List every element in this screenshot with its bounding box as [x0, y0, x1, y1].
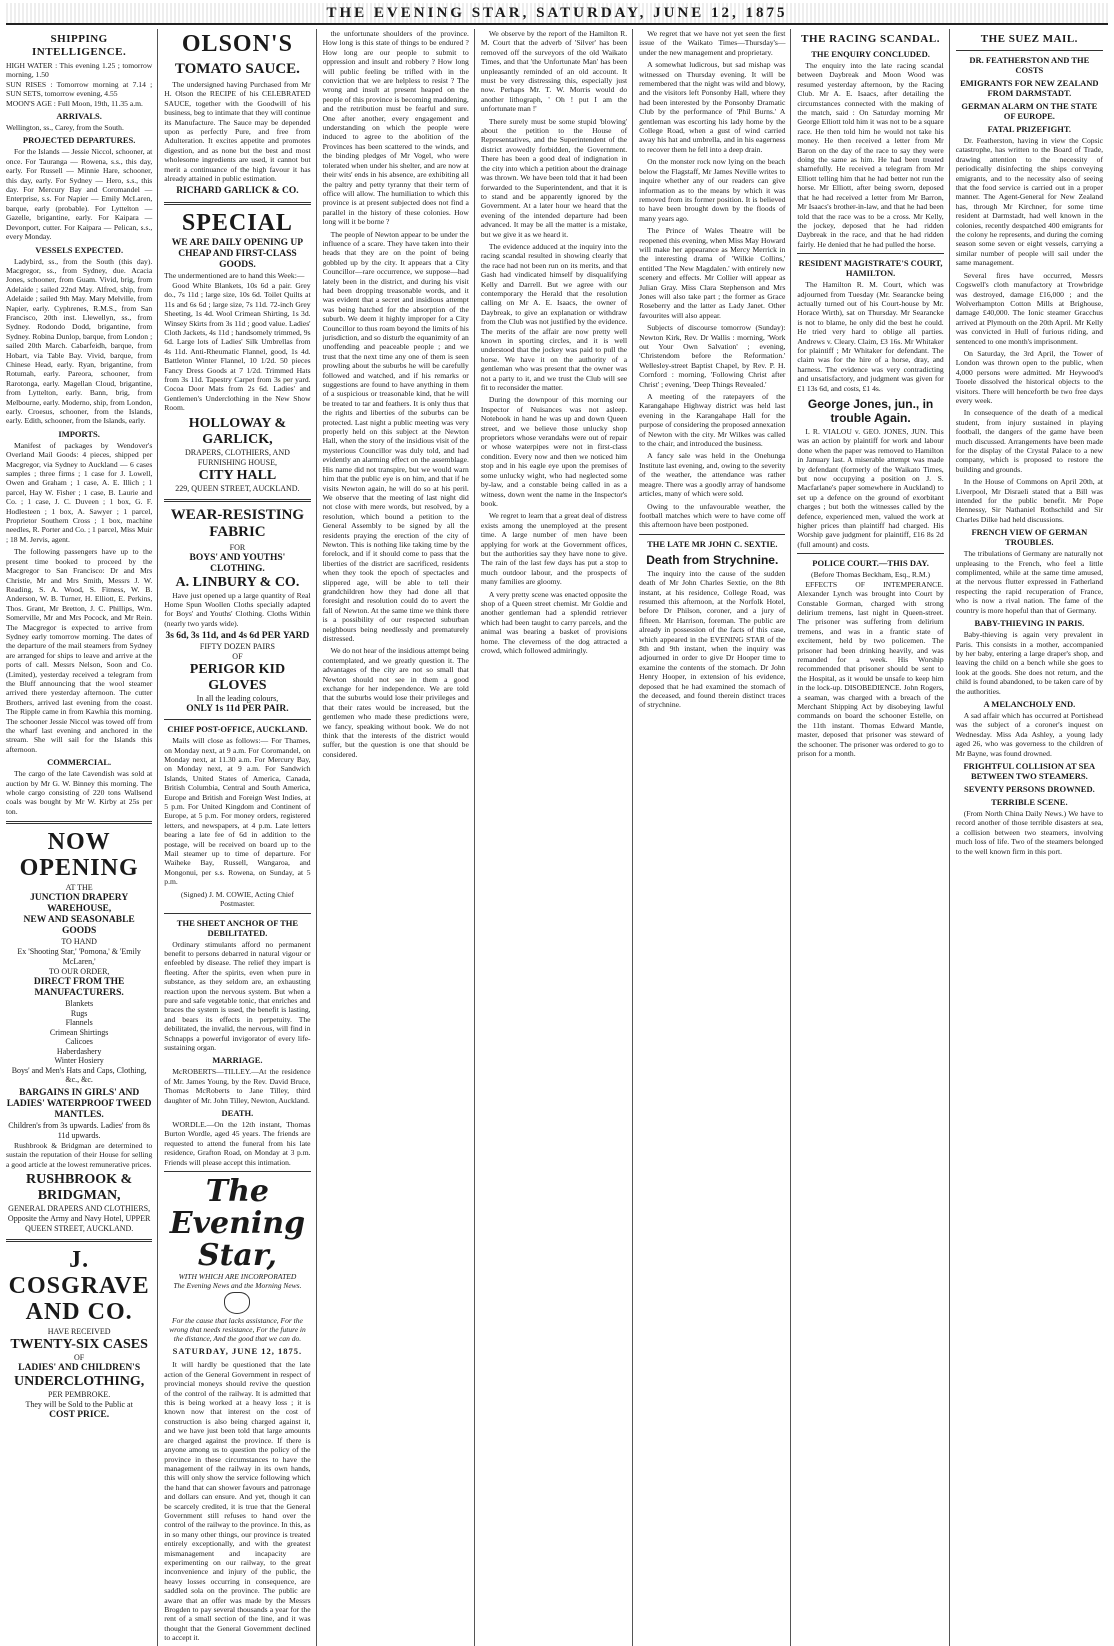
divider [164, 202, 310, 205]
ad-special-items: Good White Blankets, 10s 6d a pair. Grey do., 7s 11d ; large size, 10s 6d. Toilet Quilts at 11s and 6s 6d ; large size, 7s 11d. 72-inch Grey Sheeting, 1s 4d. Wool Crimean Shirting, 1s 3d. Winsey Skirts from 3s 11d ; good value. Ladies' Cloth Jackets, 4s 11d ; handsomely trimmed, 9s 6d. Large lots of Ladies' Silk Umbrellas from 4s 11d. Anti-Rheumatic Flannel, good, 1s 4d. Battleton Winter Flannel, 10 1/2d. 50 pieces Fancy Dress Goods at 7 1/2d. Trimmed Hats from 3s 11d. Tapestry Carpet from 3s per yard. Cocoa Door Mats from 2s 6d. Ladies' and Gentlemen's Underclothing in the New Show Room. [164, 280, 311, 413]
ad-item: Rugs [70, 1008, 88, 1018]
column-5 [639, 29, 791, 1646]
tide-line: SUN RISES : Tomorrow morning at 7.14 ; SUN SETS, tomorrow evening, 4.55 [6, 79, 153, 99]
ad-per: PER PEMBROKE. [48, 1389, 111, 1399]
ad-ladies: LADIES' AND CHILDREN'S [18, 1362, 141, 1373]
emigrants-title: EMIGRANTS FOR NEW ZEALAND FROM DARMSTADT. [960, 78, 1099, 98]
newspaper-masthead: The Evening Star, [169, 1174, 306, 1274]
police-text: EFFECTS OF INTEMPERANCE. Alexander Lynch was brought into Court by Constable Gorman, charged with strong delirium tremens, last night in Queen-street. The prisoner was suffering from delirium tremens, and was in a frantic state of excitement, held by two policemen. The prisoner had been drinking heavily, and was remanded for a week. His Worship recommended that prisoner should be sent to the Hospital, as it would be unsafe to keep him in the lock-up. DISOBEDIENCE. John Rogers, a seaman, was charged with a breach of the Merchant Shipping Act by disobeying lawful commands on board the schooner Estelle, on the 11th instant. Thomas Edward Mantle, master, deposed that prisoner was steward of the schooner. The prisoner was ordered to go to prison for a month. [797, 579, 944, 758]
ad-special-sub: WE ARE DAILY OPENING UP CHEAP AND FIRST-CLASS GOODS. [171, 238, 304, 271]
marriage-text: McROBERTS—TILLEY.—At the residence of Mr. James Young, by the Rev. David Bruce, Thomas McRoberts to Jane Tilley, third daughter of Mr. John Tilley, Newton, Auckland. [164, 1067, 311, 1105]
column-7 [956, 29, 1108, 1646]
german-title: GERMAN ALARM ON THE STATE OF EUROPE. [961, 101, 1098, 121]
ad-item: Flannels [65, 1018, 93, 1028]
ad-to-order: TO OUR ORDER, [48, 967, 110, 977]
ad-warehouse: JUNCTION DRAPERY WAREHOUSE, [30, 893, 129, 915]
ad-item: Blankets [65, 999, 94, 1009]
article-body: Dr. Featherston, having in view the Copsic catastrophe, has written to the Board of Trade, drawing attention to the necessity of periodically disinfecting the ships conveying emigrants, and to the necessity also of seeing that the food service is carried out in a proper manner. The Agent-General for New Zealand has, through Mr Kirchner, for some time resident at Darmstadt, had well known in the colonies, recently despatched 400 emigrants for the colony he represents, and during the coming season some seven or eight vessels, carrying a similar number of people will sail under the same management. [955, 136, 1103, 268]
fatal-title: FATAL PRIZEFIGHT. [987, 124, 1072, 134]
ad-wear-for: FOR [229, 542, 246, 552]
article-body: The Prince of Wales Theatre will be reopened this evening, when Miss May Howard will make her appearance as Mercy Merrick in the interesting drama of 'Wilkie Collins,' entitled 'The New Magdalen.' with entirely new scenery and effects. Mr Collier will appear as Julian Gray. Miss Clara Stephenson and Mrs Jones will also take part ; the former as Grace Roseberry and the latter as Lady Janet. Other favourites will also appear. [639, 226, 786, 320]
marriage-title: MARRIAGE. [212, 1055, 263, 1066]
divider [6, 821, 152, 824]
divider [164, 913, 310, 914]
ad-now-opening: NOW OPENING [19, 829, 139, 882]
arrivals-text: Wellington, ss., Carey, from the South. [6, 123, 124, 133]
commercial-title: COMMERCIAL. [47, 757, 112, 768]
ad-of: OF [74, 1352, 85, 1362]
ad-olsons-text: The undersigned having Purchased from Mr H. Olson the RECIPE of his CELEBRATED SAUCE, together with the Goodwill of his business, beg to intimate that they will continue its Manufacture. The Sauce may be depended upon as perfectly Pure, and free from Adulteration. It excites appetite and promotes digestion, and as none but the best and most wholesome ingredients are used, it cannot but merit a continuance of the high favour it has already attained in public estimation. [164, 80, 311, 184]
column-1 [6, 29, 158, 1646]
vessels-title: VESSELS EXPECTED. [35, 244, 124, 255]
ad-to-hand: TO HAND [61, 937, 97, 947]
ad-rushbrook-sub: GENERAL DRAPERS AND CLOTHIERS, [8, 1203, 151, 1213]
article-body: Owing to the unfavourable weather, the football matches which were to have come off this afternoon have been postponed. [639, 501, 786, 530]
departures-title: PROJECTED DEPARTURES. [22, 135, 136, 146]
leader-text: It will hardly be questioned that the late action of the General Government in respect of provincial moneys should revive the question of the control of the railway. It is admitted that this is being worked at a heavy loss ; it is known now that interest on the cost of construction is also being charged against it, and we have just been told that large amounts are charged against the province. If there is anyone among us to question the policy of the province in these circumstances to have the management of the railway in its own hands, this will only show the service following which the hand that can shower favours and patronage and dollars can ensure. And yet, though it can be scarcely credited, it is true that the General Government still refuses to hand over the control of the railway to the province. In this, as in so many other things, our province is treated entirely exceptionally, and with the greatest mismanagement and incapacity are experimenting on our railway, to the great inconvenience and injury of the public, the heavy losses occurring in consequence, are saddled sola on the province. The public are aware that an offer was made by the Messrs Brogden to pay several thousands a year for the rent of a small section of the line, and it was thought that the General Government declined to accept it. [164, 1360, 311, 1643]
police-title: POLICE COURT.—THIS DAY. [812, 558, 929, 569]
commercial-text: The cargo of the late Cavendish was sold at auction by Mr G. W. Binney this morning. The whole cargo consisting of 220 tons Wallsend coals was bought by Mr W. Kirby at 25s per ton. [6, 769, 153, 816]
columns [6, 29, 1108, 1643]
column-6 [797, 29, 949, 1646]
scandal-text: The enquiry into the late racing scandal between Daybreak and Moon Wood was resumed yesterday afternoon, by the Racing Club. Mr A. E. Isaacs, after detailing the circumstances connected with the making of the match, said : On Saturday morning Mr George Elliott told him it was not to be a square race. He then told him he would not take his money. He then received a letter from Mr Baron on the day of the race to say they were doing the same as him. He had been treated shamefully. He received a telegram from Mr Elliott telling him that he had better not run the horse. Mr Elliott, after being sworn, deposed that he had received a letter from Mr Barron, Mr Isaacs's brother-in-law, and that he had been told that the race was to be a cross. Mr Kelly, the jockey, deposed that he had ridden Daybreak in the race, and that he had ridden fairly. He denied that he had pulled the horse. [797, 61, 944, 249]
shipping-body: The following passengers have up to the present time booked to proceed by the Macgregor to San Francisco: Dr and Mrs Christie, Mr and Mrs Smith, Messrs J. W. Reading, S. A. Wood, S. Fitness, W. B. Anderson, W. B. Turner, H. Elliott, E. Perkins, Thos. Grant, Mr Bretton, J. C. Phillips, Wm. Somerville, Mr and Mrs Pocock, and Mr Rein. The Macgregor is expected to arrive from Sydney early tomorrow morning. The dates of the departure of the mail steamers from Sydney are arranged for ships to leave and arrive at the ports of call. Messrs Nelson, Soon and Co. (Limited), yesterday received a telegram from the Bluff announcing that the wool steamer arrived there yesterday afternoon. The cutter Brothers, arrived last evening from the coast. The Ripple came in from Kawhia this morning. The schooner Jessie Niccol was towed off from the wharf last evening and anchored in the stream. She will sail for the Islands this afternoon. [6, 547, 153, 754]
article-body: On Saturday, the 3rd April, the Tower of London was thrown open to the public, when 4,000 persons were admitted. Mr Heywood's Tooele dissolved the historical objects to the visitors. There will henceforth be two free days every week. [955, 348, 1103, 405]
arrivals-title: ARRIVALS. [56, 111, 102, 122]
ad-wear: WEAR-RESISTING FABRIC [170, 506, 305, 540]
ad-special-intro: The undermentioned are to hand this Week:— [164, 271, 305, 281]
ad-gloves: PERIGOR KID GLOVES [189, 662, 286, 694]
ad-olsons: OLSON'S [181, 31, 293, 57]
article-body: We do not hear of the insidious attempt being contemplated, and we greatly question it. The advantages of the city are not so small that Newton should not see in them a good exchange for her independence. We are told that the suburbs would lose their privileges and that their rates would be increased, but the gentlemen who made these predictions were, we fancy, speaking without book. We do not think that the interests of the district would suffer, but the question is one that should be considered. [322, 646, 469, 759]
sextie-headline: Death from Strychnine. [646, 552, 779, 567]
ad-item: Boys' and Men's Hats and Caps, Clothing, &c., &c. [11, 1065, 147, 1085]
ad-fifty: FIFTY DOZEN PAIRS [199, 642, 275, 652]
death-text: WORDLE.—On the 12th instant, Thomas Burton Wordle, aged 45 years. The friends are requested to attend the funeral from his late residence, Grafton Road, on Monday at 3 p.m. Friends will please accept this intimation. [164, 1120, 311, 1167]
article-body: We observe by the report of the Hamilton R. M. Court that the adverb of 'Silver' has been removed off the surveyors of the old Waikato Times, and that 'the Unfortunate Man' has been unpleasantly reminded of an old account. It must be very distressing this, especially just now. Perhaps Mr. T. W. Morris would do another lithograph, ' Oh ! put I am the unfortunate man !' [480, 29, 628, 114]
article-body: There surely must be some stupid 'blowing' about the petition to the House of Representatives, and the Superintendent of the district avowedly forbidden, the Government. There has been a good deal of indignation in the city into which a petition about the drainage was thrown. We have been told that it had been forwarded to the Superintendent, and that it is to stand and be apparently ignored by the Government. At a later hour we heard that the evening of the intended departure had been advanced. It may be all the matter is a mistake, but we give it as we heard it. [480, 116, 628, 239]
imports-text: Manifest of packages by Wendover's Overland Mail Goods: 4 pieces, shipped per Macgregor, via Sydney to Auckland — 6 cases samples ; three firms ; 1 case for J. Lowell, Owen and Graham ; 1 case, A. E. Illich ; 1 parcel, Hay W. Fisher ; 1 case, B. Laurie and Co. ; 1 case, J. C. Duveen ; 1 box, G. F. Hodlesteen ; 1 box, A. Sawyer ; 1 parcel, Proprietor Southern Cross ; 1 box, machine needles, R. Porter and Co. ; 1 parcel, Miss Muir ; 18 M. Jervis, agent. [6, 440, 153, 544]
article-body: A fancy sale was held in the Onehunga Institute last evening, and, owing to the severity of the weather, the attendance was rather meagre. There was a goodly array of handsome articles, many of which were sold. [639, 451, 786, 499]
ad-linbury-text: Have just opened up a large quantity of Real Home Spun Woollen Cloths specially adapted for Boys' and Youths' Clothing. Cloths Within (nearly two yards wide). [164, 590, 311, 628]
ad-gloves-sub: In all the leading colours, [196, 694, 279, 704]
divider [164, 499, 310, 502]
ad-olsons-sign: RICHARD GARLICK & CO. [176, 186, 299, 197]
column-4 [481, 29, 633, 1646]
scandal-sub: THE ENQUIRY CONCLUDED. [811, 49, 930, 59]
masthead-sub: WITH WHICH ARE INCORPORATED [178, 1272, 297, 1282]
crest-icon [224, 1292, 250, 1314]
resident-title: RESIDENT MAGISTRATE'S COURT, HAMILTON. [798, 258, 943, 279]
ad-rushbrook-note: Rushbrook & Bridgman are determined to sustain the reputation of their House for selling a good article at the lowest remunerative prices. [6, 1140, 153, 1169]
sextie-title: THE LATE MR JOHN C. SEXTIE. [647, 538, 778, 549]
ad-cases: TWENTY-SIX CASES [10, 1336, 148, 1352]
ad-bargains: BARGAINS IN GIRLS' AND LADIES' WATERPROOF TWEED MANTLES. [6, 1087, 152, 1120]
article-body: the unfortunate shoulders of the province. How long is this state of things to be endured ? How long are our people to submit to oppression and insult and robbery ? How long will public feeling be trifled with in the conviction that we are helpless to resist ? The wrong and insult at present heaped on the people of this province is becoming maddening, and the retribution must be fearful and sure. One after another, every engagement and understanding on which the people were induced to agree to the abolition of the Provinces has been scattered to the winds, and the binding pledges of Mr Vogel, who were tolerated when under his shelter, and are now at their wits' ends in his absence, are exhibiting all the paltry and petty tyranny that their term of office will allow. The humiliation to which this province is at present subjected does not find a parallel in the history of these colonies. How long will it be borne ? [322, 29, 469, 227]
tide-line: HIGH WATER : This evening 1.25 ; tomorrow morning, 1.50 [6, 61, 153, 80]
article-body: In consequence of the death of a medical student, from injury sustained in playing football, the dangers of the game have been much discussed. Arrangements have been made for the display of the Crystal Palace to a new company, which is proposed to restore the building and grounds. [955, 408, 1103, 474]
jones-title: George Jones, jun., in trouble Again. [807, 397, 934, 425]
masthead-sub: The Evening News and the Morning News. [173, 1281, 302, 1291]
ad-underclothing: UNDERCLOTHING, [13, 1373, 145, 1389]
ad-rushbrook-addr: Opposite the Army and Navy Hotel, UPPER QUEEN STREET, AUCKLAND. [7, 1213, 151, 1233]
ad-rushbrook: RUSHBROOK & BRIDGMAN, [26, 1171, 133, 1203]
divider [956, 50, 1103, 51]
police-sub: (Before Thomas Beckham, Esq., R.M.) [811, 570, 931, 580]
leader-date: SATURDAY, JUNE 12, 1875. [172, 1346, 303, 1357]
ad-item: Crimean Shirtings [49, 1027, 109, 1037]
ad-gloves-price: ONLY 1s 11d PER PAIR. [186, 704, 289, 715]
article-body: We regret that we have not yet seen the first issue of the Waikato Times—Thursday's—under the new management and proprietary. [639, 29, 786, 57]
ad-wear-sub: BOYS' AND YOUTHS' CLOTHING. [189, 552, 286, 574]
ad-direct: DIRECT FROM THE MANUFACTURERS. [33, 977, 125, 999]
post-text: Mails will close as follows:— For Thames, on Monday next, at 9 a.m. For Coromandel, on Monday next, at 11.30 a.m. For Mercury Bay, on Monday next, at 9 a.m. For Sandwich Islands, United States of America, Canada, British Columbia, Central and South America, Europe and British and Foreign West Indies, at 5 p.m. For United Kingdom and Continent of Europe, at 5 p.m. For money orders, registered letters, and newspapers, at 4 p.m. Late letters bearing a late fee of 6d in addition to the postage, will be received on board up to the Mail steamer up to time of departure. For Waiheke Bay, Russell, Wangaroa, and Mongonui, per s.s. Rowena, on Sunday, at 5 p.m. [164, 736, 311, 887]
suez-title: THE SUEZ MAIL. [980, 33, 1078, 45]
shipping-title: SHIPPING INTELLIGENCE. [32, 33, 127, 58]
divider [164, 719, 310, 720]
ad-at-the: AT THE [65, 883, 93, 893]
ad-sold: They will be Sold to the Public at [25, 1399, 133, 1409]
departures-text: For the Islands — Jessie Niccol, schooner, at once. For Tauranga — Rowena, s.s., this day, early. For Russell — Minnie Hare, schooner, this day, early. For Sydney — Hero, s.s., this day. For Mercury Bay and Coromandel — Enterprise, s.s. For Napier — Emily McLaren, barque, early (probable). For Lyttelton — Gazelle, brigantine, early. For Kaipara — Devonport, cutter. For Kaipara — Pelican, s.s., every Monday. [6, 147, 153, 242]
melancholy-text: A sad affair which has occurred at Portishead was the subject of a coroner's inquest on Wednesday. Miss Ada Ashley, a young lady aged 26, who was governess to the children of Mr Bayne, was found drowned. [955, 710, 1103, 758]
scandal-title: THE RACING SCANDAL. [801, 33, 940, 45]
ad-bargains-sub: Children's from 3s upwards. Ladies' from 8s 11d upwards. [8, 1120, 151, 1140]
ad-special: SPECIAL [181, 210, 293, 237]
ad-item: Calicoes [65, 1037, 93, 1047]
ad-new-goods: NEW AND SEASONABLE GOODS [23, 915, 135, 937]
article-body: The evidence adduced at the inquiry into the racing scandal resulted in showing clearly that the race had not been run on its merits, and that Gash had vindicated himself by disqualifying Kelly and Darrell. But we agree with our contemporary the Herald that the resolution calling on Mr A. E. Isaacs, the owner of Daybreak, to give an explanation or withdraw from the Club was not justified by the evidence. The merits of the affair are now pretty well known in sporting circles, and it is well understood that the jockey was paid to pull the horse. We have it on the authority of a gentleman who was present that the owner was not a party to it, and we trust the Club will see fit to reconsider the matter. [480, 241, 628, 393]
frightful-title: FRIGHTFUL COLLISION AT SEA BETWEEN TWO STEAMERS. [963, 760, 1096, 781]
sheet-text: Ordinary stimulants afford no permanent benefit to persons debarred in natural vigour or enfeebled by disease. The relief they impart is fleeting. After the spirits, even when pure in substance, as they seldom are, an exhausting reaction upon the nervous system. But when a pure and safe vegetable tonic, that enriches and braces the system is used, the benefit is lasting, and bears its effects in perpetuity. The debilitated, the invalid, the nervous, will find in Schnapps a powerful invigorator of every life-sustaining organ. [164, 939, 311, 1052]
ad-have-received: HAVE RECEIVED [47, 1326, 111, 1336]
tide-line: MOON'S AGE : Full Moon, 19th, 11.35 a.m. [6, 98, 143, 108]
baby-text: Baby-thieving is again very prevalent in Paris. This consists in a mother, accompanied by her baby, entering a large draper's shop, and leaving the child on a bench while she goes to look at the goods. She does not return, and the child is found abandoned, to be taken care of by the authorities. [955, 630, 1103, 696]
ad-ships: Ex 'Shooting Star,' 'Pomona,' & 'Emily McLaren,' [17, 947, 141, 967]
article-body: In the House of Commons on April 20th, at Liverpool, Mr Disraeli stated that a Bill was intended for the public benefit. Mr Pope Hennessy, Sir Nathaniel Rothschild and Sir Charles Dilke had held discussions. [955, 477, 1103, 524]
ad-tomato: TOMATO SAUCE. [174, 61, 300, 77]
terrible-title: TERRIBLE SCENE. [991, 796, 1068, 807]
post-title: CHIEF POST-OFFICE, AUCKLAND. [167, 724, 308, 735]
ad-linbury: A. LINBURY & CO. [175, 574, 300, 590]
ad-holloway: HOLLOWAY & GARLICK, [188, 415, 287, 447]
article-body: During the downpour of this morning our Inspector of Nuisances was not asleep. Notebook in hand he was up and down Queen street, and we believe those unlucky shop proprietors whose verandahs were out of repair or whose waterpipes were not in first-class condition. Every now and then we noticed him stop and in his eagle eye upon the premises of some unlucky wight, who had neglected some by-law, and a constable being called in as a witness, down went the name in the Inspector's book. [480, 395, 628, 508]
page-masthead: THE EVENING STAR, SATURDAY, JUNE 12, 1875 [6, 3, 1108, 25]
china-text: (From North China Daily News.) We have to record another of those terrible disasters at sea, a collision between two steamers, involving much loss of life. Two of the steamers belonged to the well known firm in this port. [955, 808, 1103, 856]
ad-linbury-price: 3s 6d, 3s 11d, and 4s 6d PER YARD [165, 631, 310, 642]
article-body: A meeting of the ratepayers of the Karangahape Highway district was held last evening in the Karangahape Hall for the purpose of considering the proposed annexation of Newton with the city. Mr Wilkes was called to the chair, and introduced the business. [639, 392, 786, 449]
column-3 [323, 29, 475, 1646]
divider [639, 534, 785, 535]
article-body: We regret to learn that a great deal of distress exists among the unemployed at the present time. A large number of men have been applying for work at the Government offices, but the authorities say they have none to give. The rain of the last few days has put a stop to much outdoor labour, and the prospects of many families are gloomy. [480, 511, 628, 587]
seventy-title: SEVENTY PERSONS DROWNED. [963, 783, 1095, 794]
divider [6, 1239, 152, 1242]
article-body: A very pretty scene was enacted opposite the shop of a Queen street chemist. Mr Goldie and another gentleman had a splendid retriever which had been taught to carry parcels, and the animal was bearing a basket of provisions home. The cleverness of the dog attracted a crowd, which followed admiringly. [480, 589, 628, 655]
melancholy-title: A MELANCHOLY END. [983, 698, 1076, 709]
masthead-motto: For the cause that lacks assistance, For the wrong that needs resistance, For the future in the distance, And the good that we can do. [169, 1316, 306, 1344]
death-title: DEATH. [221, 1108, 254, 1118]
resident-text: The Hamilton R. M. Court, which was adjourned from Tuesday (Mr. Searancke being actually turned out of his Court-house by Mr. Horace Wirth), sat on Thursday. Mr Searancke is not to blame, he only did the best he could. He tried very hard to oblige all parties. Andrews v. Cleary. Claim, £3 16s. Mr Whitaker for plaintiff ; Mr Whitaker for defendant. The claim was for the hire of a horse, dray, and harness. The evidence was very contradicting and unsatisfactory, and judgment was given for £1 13s 6d, and costs, £1 4s. [797, 280, 944, 393]
article-body: Several fires have occurred, Messrs Cogswell's cloth manufactory at Trowbridge was destroyed, damage £16,000 ; and the Wolverhampton Cotton Mills at Brighouse, damage £40,000. The Ionic steamer Gracchus arrived at Plymouth on the 20th April. Mr Kelly was convicted in Hull of furious riding, and sentenced to one month's imprisonment. [955, 270, 1103, 346]
ad-cosgrave: J. COSGRAVE AND CO. [8, 1246, 150, 1325]
french-title: FRENCH VIEW OF GERMAN TROUBLES. [971, 527, 1088, 548]
sheet-title: THE SHEET ANCHOR OF THE DEBILITATED. [176, 917, 299, 938]
ad-of: OF [232, 652, 243, 662]
ad-cost: COST PRICE. [49, 1409, 110, 1420]
featherston-title: DR. FEATHERSTON AND THE COSTS [969, 55, 1090, 75]
jones-text: I. R. VIALOU v. GEO. JONES, JUN. This was an action by plaintiff for work and labour done when the paper was removed to Hamilton in January last. A miserable attempt was made by defendant (formerly of the Waikato Times, but now occupying a position on J. S. Macfarlane's paper somewhere in Auckland) to set up a defence on the ground of exorbitant charges ; but both the witnesses called by the defence, experienced men, valued the work at higher prices than plaintiff had charged. His Worship gave judgment for plaintiff, £16 8s 2d (full amount) and costs. [797, 427, 944, 549]
divider [164, 1171, 310, 1172]
divider [797, 553, 943, 554]
baby-title: BABY-THIEVING IN PARIS. [974, 618, 1085, 629]
vessels-text: Ladybird, ss., from the South (this day). Macgregor, ss., from Sydney, due. Acacia Jones, schooner, from Guam. Vivid, brig, from Adelaide ; sailed 22nd May. Alfred, ship, from Adelaide ; sailed 9th May. Mary Melville, from Napier, early. Cyphrenes, R.M.S., from San Francisco, 20th inst. Llewellyn, ss., from Sydney. Rodondo Dodd, brigantine, from Sydney. Robina Dunlop, barque, from London ; sailed 20th March. Cabarfeidh, barque, from Hobart, via Table Bay. Vivid, barque, from Chinese Head, early. Ryan, brigantine, from Rotumah, early. Pareora, schooner, from Rarotonga, early. Magellan Cloud, brigantine, from Lyttelton, early. Bann, brig, from Melbourne, early. Moderno, ship, from London, early. Croesus, schooner, from the Islands, early. Edith, schooner, from the Islands, early. [6, 256, 153, 426]
french-text: The tribulations of Germany are naturally not unpleasing to the French, who feel a little complimented, while at the same time amused, at the nervous flutter expressed in Fatherland respecting the rapid recuperation of France, who is now a rival nation. The fame of the country is more hopeful than that of Germany. [955, 549, 1103, 615]
column-2 [164, 29, 316, 1646]
article-body: On the monster rock now lying on the beach below the Flagstaff, Mr James Neville writes to inquire whether any of our readers can give information as to the means by which it was removed from its former position. It is believed to have been brought down by the floods of many years ago. [639, 157, 786, 223]
ad-item: Haberdashery [56, 1046, 102, 1056]
imports-title: IMPORTS. [58, 428, 100, 439]
article-body: A somewhat ludicrous, but sad mishap was witnessed on Thursday evening. It will be remembered that the night was wild and blowy, and the visitors left Ponsonby Hall, where they had been interested by the Ponsonby Dramatic Club by the performance of 'Phil Burns.' A gentleman was escorting his lady home by the College Road, when a gust of wind carried away his hat and umbrella, and in his eagerness to recover them he fell into a deep drain. [639, 60, 786, 154]
divider [797, 253, 943, 254]
ad-city-hall: CITY HALL [198, 467, 277, 483]
article-body: The people of Newton appear to be under the influence of a scare. They have taken into their heads that they are on the point of being gobbled up by the city. It appears that a City Councillor—rare occurrence, we suppose—had lately been in the district, and during his visit had been dropping treasonable words, and it was evident that a secret and insidious attempt was being hatched for the absorption of the suburb. We deem it highly improper for a City Councillor to thus roam beyond the limits of his jurisdiction, and so disturb the equanimity of an unoffending and peaceable people ; and we trust that the next time any one of them is seen prowling about the suburbs he will be carefully followed and watched, and if his remarks or suggestions are found to have anything in them of a suspicious or treasonable kind, that he will be treated to tar and feathers. It is only thus that the rights and liberties of the suburbs can be protected. Last night a public meeting was very properly held on this subject at the Newton Hall, when the story of the insidious visit of the mysterious Councillor was duly told, and had evidently an alarming effect on the assemblage. His name did not transpire, but we would warn him that the public eye is on him, and that if he visits Newton again, he will do so at his peril. We observe that the meeting of last night did not close with mere words, but resolved, by a resolution, which bound a petition to the General Assembly to be signed by all the residents praying the erection of the city of Newton. This is nothing like taking time by the forelock, and if it should come to pass that the liberties of the district are sacrificed, residents when they took the epoch of spectacles and slippered age, will be able to tell their grandchildren how they had done all that foresight and resolution could do to avert the fall of Newton. At the same time we think there is a possibility of our respected suburban neighbours being needlessly and prematurely distressed. [322, 229, 469, 643]
ad-item: Winter Hosiery [54, 1056, 104, 1066]
ad-holloway-addr: 229, QUEEN STREET, AUCKLAND. [175, 483, 300, 493]
sextie-text: The inquiry into the cause of the sudden death of Mr John Charles Sextie, on the 8th instant, at his residence, College Road, was resumed this afternoon, at the Norfolk Hotel, before Dr Philson, coroner, and a jury of fifteen. Mr Harrison, foreman. The public are already in possession of the facts of this case, which appeared in the EVENING STAR of the 8th and 9th instant, when the inquiry was adjourned in order to give Dr Hooper time to examine the contents of the stomach. Dr John Henry Hooper, in extension of his evidence, deposed that he had examined the stomach of the deceased, and found therein distinct traces of strychnine. [639, 568, 786, 710]
article-body: Subjects of discourse tomorrow (Sunday): Newton Kirk, Rev. Dr Wallis : morning, 'Work out Your Own Salvation' ; evening, 'Christendom before the Reformation.' Wellesley-street Baptist Chapel, by Rev. P. H. Cornford : morning, 'Following Christ after Christ' ; evening, 'Deep Things Revealed.' [639, 323, 786, 389]
ad-holloway-sub: DRAPERS, CLOTHIERS, AND FURNISHING HOUSE, [184, 447, 290, 467]
post-sign: (Signed) J. M. COWIE, Acting Chief Postmaster. [180, 889, 294, 909]
